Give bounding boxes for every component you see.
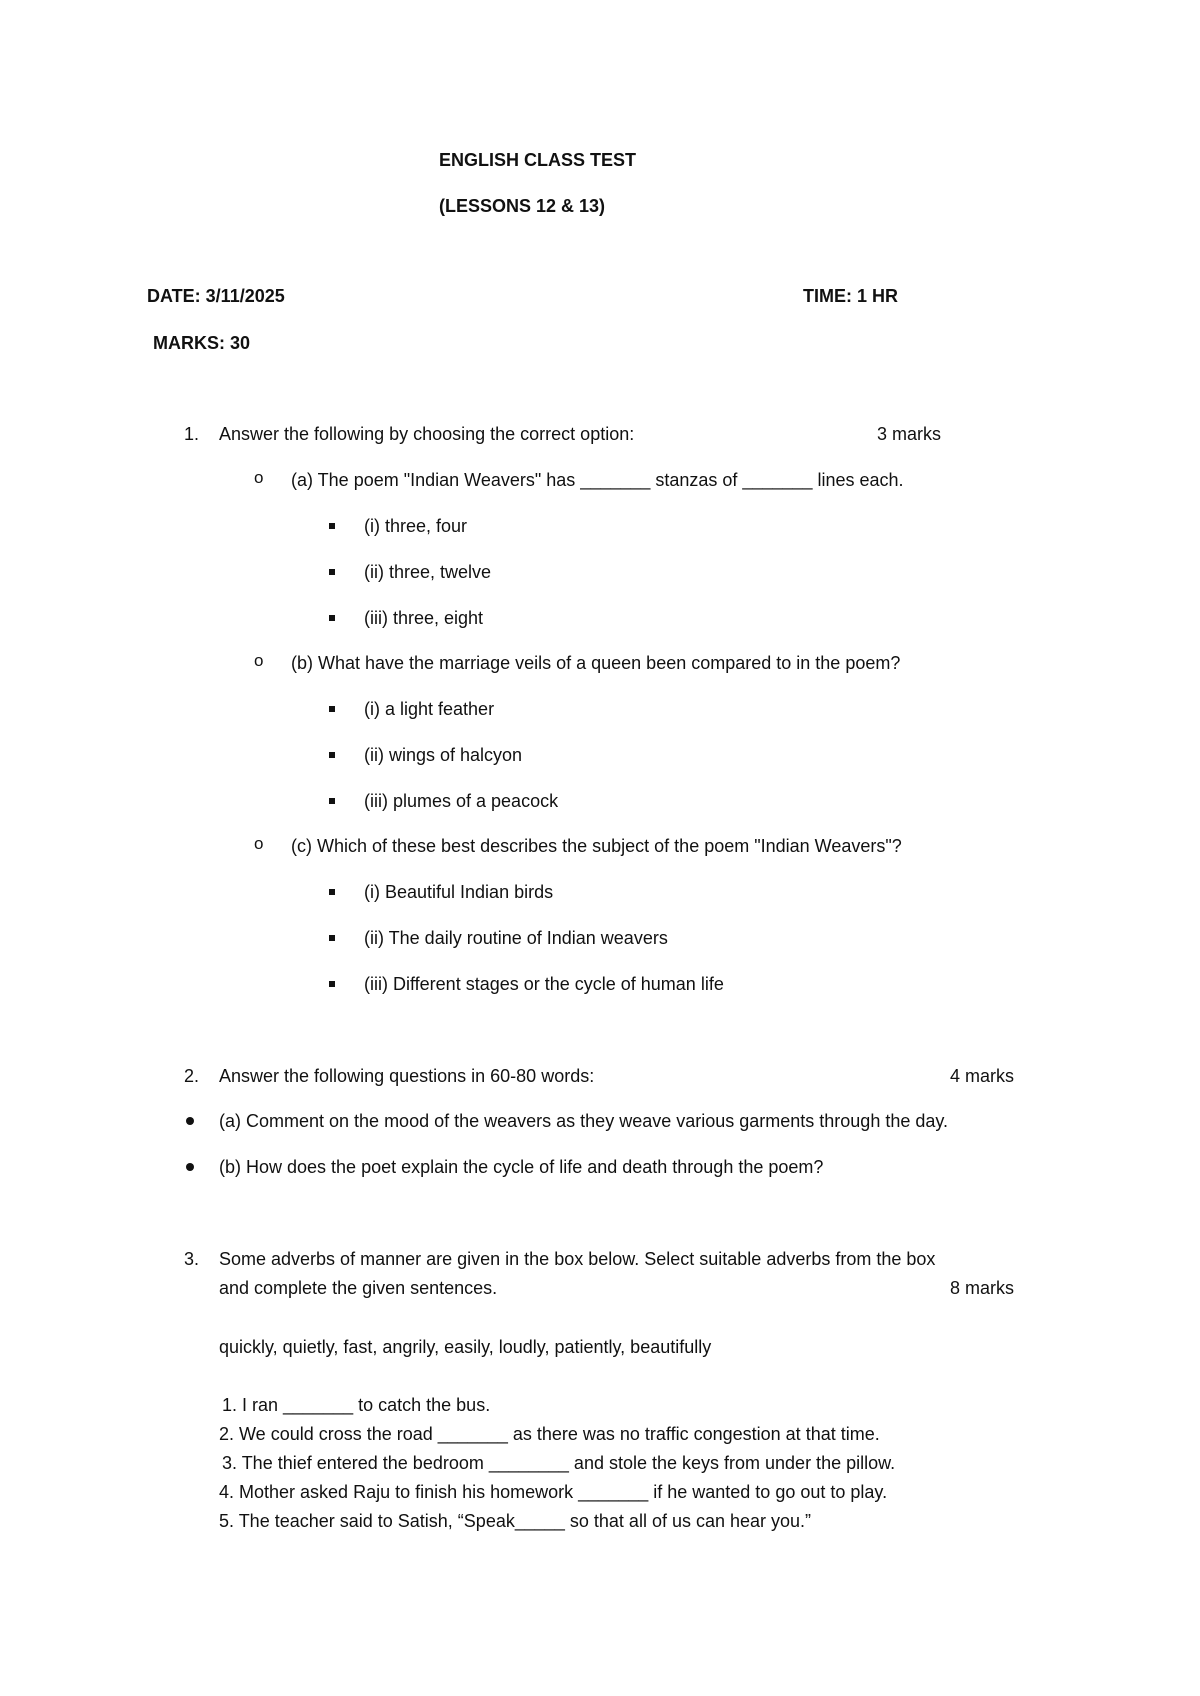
q2-marks: 4 marks [950, 1066, 1015, 1086]
q1b-option-2: (ii) wings of halcyon [364, 745, 523, 765]
bullet-square-icon [329, 615, 335, 621]
q1-number: 1. [184, 424, 200, 444]
q1b-option-3: (iii) plumes of a peacock [364, 791, 559, 811]
q1c-text: (c) Which of these best describes the subject of the poem "Indian Weavers"? [291, 836, 902, 856]
q2-item-b: (b) How does the poet explain the cycle of life and death through the poem? [219, 1157, 824, 1177]
bullet-square-icon [329, 889, 335, 895]
q1a-bullet: o [254, 468, 264, 487]
q1c-option-1: (i) Beautiful Indian birds [364, 882, 554, 902]
bullet-square-icon [329, 798, 335, 804]
test-marks: MARKS: 30 [153, 333, 251, 353]
q3-sentence-5: 5. The teacher said to Satish, “Speak_____ so that all of us can hear you.” [219, 1511, 812, 1531]
bullet-square-icon [329, 981, 335, 987]
q3-prompt-line2: and complete the given sentences. [219, 1278, 498, 1298]
q1-prompt: Answer the following by choosing the correct option: [219, 424, 635, 444]
q1a-option-3: (iii) three, eight [364, 608, 484, 628]
q1a-text: (a) The poem "Indian Weavers" has _______ stanzas of _______ lines each. [291, 470, 904, 490]
q1-marks: 3 marks [877, 424, 942, 444]
bullet-square-icon [329, 523, 335, 529]
q3-sentence-1: 1. I ran _______ to catch the bus. [222, 1395, 491, 1415]
q3-sentence-4: 4. Mother asked Raju to finish his homework _______ if he wanted to go out to play. [219, 1482, 888, 1502]
q2-item-a: (a) Comment on the mood of the weavers as they weave various garments through the day. [219, 1111, 949, 1131]
q2-number: 2. [184, 1066, 200, 1086]
test-time: TIME: 1 HR [803, 286, 899, 306]
q1a-option-1: (i) three, four [364, 516, 468, 536]
q3-marks: 8 marks [950, 1278, 1015, 1298]
q1c-option-3: (iii) Different stages or the cycle of human life [364, 974, 724, 994]
q1b-bullet: o [254, 651, 264, 670]
q1b-text: (b) What have the marriage veils of a queen been compared to in the poem? [291, 653, 901, 673]
q1c-bullet: o [254, 834, 264, 853]
test-date: DATE: 3/11/2025 [147, 286, 285, 306]
q1a-option-2: (ii) three, twelve [364, 562, 492, 582]
test-subtitle: (LESSONS 12 & 13) [439, 196, 606, 216]
q3-prompt-line1: Some adverbs of manner are given in the box below. Select suitable adverbs from the box [219, 1249, 936, 1269]
bullet-dot-icon [186, 1117, 194, 1125]
bullet-square-icon [329, 935, 335, 941]
q2-prompt: Answer the following questions in 60-80 words: [219, 1066, 595, 1086]
bullet-square-icon [329, 706, 335, 712]
test-title: ENGLISH CLASS TEST [439, 150, 637, 170]
adverb-word-box: quickly, quietly, fast, angrily, easily, loudly, patiently, beautifully [219, 1337, 712, 1357]
q1c-option-2: (ii) The daily routine of Indian weavers [364, 928, 668, 948]
q3-sentence-2: 2. We could cross the road _______ as there was no traffic congestion at that time. [219, 1424, 880, 1444]
bullet-square-icon [329, 569, 335, 575]
bullet-square-icon [329, 752, 335, 758]
q3-number: 3. [184, 1249, 200, 1269]
q3-sentence-3: 3. The thief entered the bedroom ________ and stole the keys from under the pillow. [222, 1453, 896, 1473]
bullet-dot-icon [186, 1163, 194, 1171]
q1b-option-1: (i) a light feather [364, 699, 495, 719]
